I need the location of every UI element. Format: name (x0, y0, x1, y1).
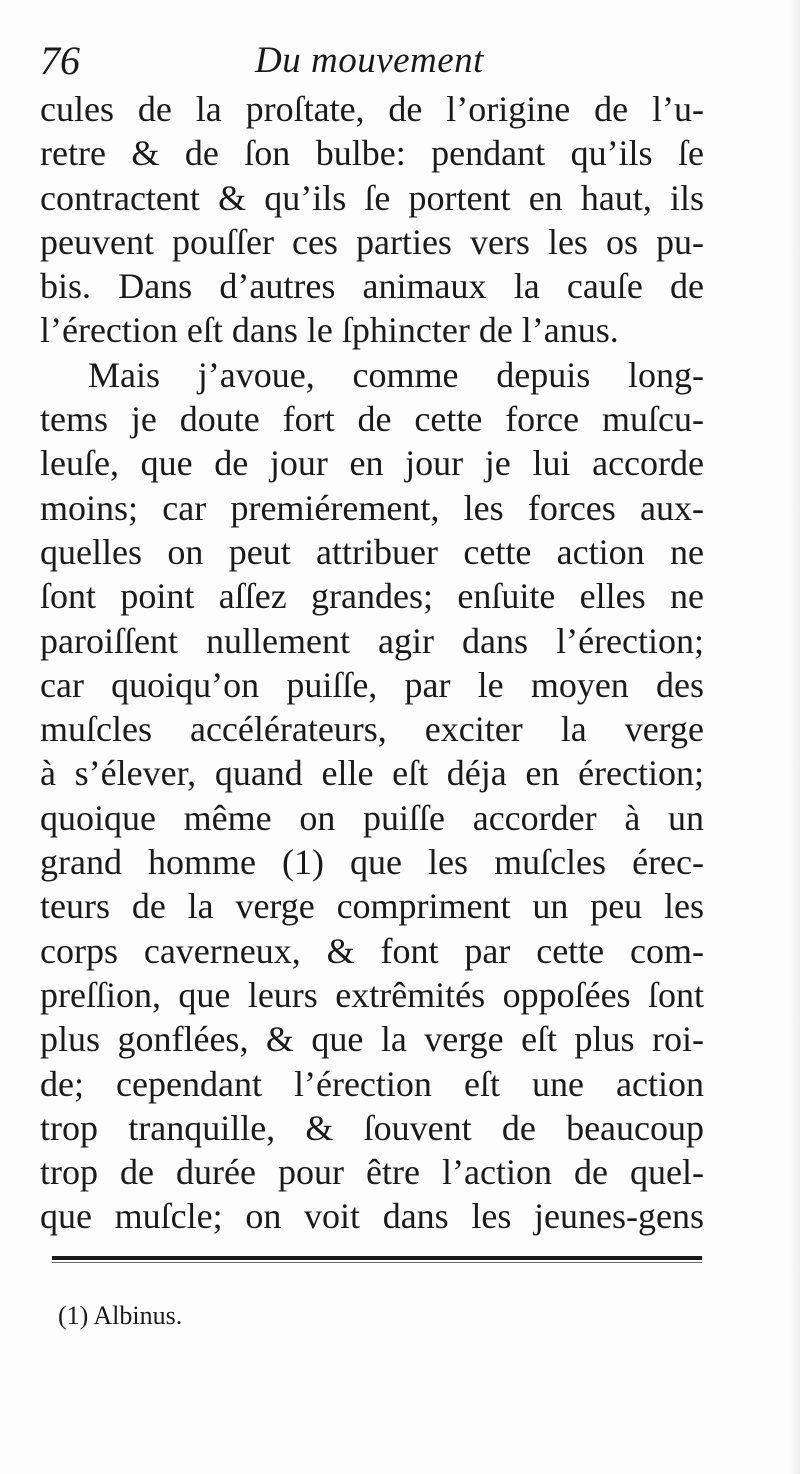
text-line: grand homme (1) que les muſcles érec- (40, 842, 704, 883)
text-line: corps caverneux, & font par cette com- (40, 930, 704, 971)
text-line: cules de la proſtate, de l’origine de l’u- (40, 89, 704, 129)
text-line: tems je doute fort de cette force muſcu- (40, 399, 704, 440)
text-line: trop tranquille, & ſouvent de beaucoup (40, 1107, 704, 1148)
running-title: Du mouvement (255, 40, 484, 81)
text-line: leuſe, que de jour en jour je lui accorde (40, 443, 704, 484)
text-line: teurs de la verge compriment un peu les (40, 886, 704, 927)
text-line: retre & de ſon bulbe: pendant qu’ils ſe (40, 133, 704, 174)
text-line: paroiſſent nullement agir dans l’érection; (40, 620, 704, 661)
page-number: 76 (40, 38, 80, 83)
text-line: Mais j’avoue, comme depuis long- (88, 354, 704, 395)
text-line: l’érection eſt dans le ſphincter de l’anus. (40, 310, 619, 351)
text-line: que muſcle; on voit dans les jeunes-gens (40, 1196, 704, 1237)
body-text (40, 87, 704, 1239)
text-line: de; cependant l’érection eſt une action (40, 1063, 704, 1104)
text-line: preſſion, que leurs extrêmités oppoſées ſont (40, 974, 704, 1015)
text-line: à s’élever, quand elle eſt déja en érection; (40, 753, 704, 794)
footnote-rule-thin (52, 1262, 702, 1263)
text-line: plus gonflées, & que la verge eſt plus roi- (40, 1019, 704, 1060)
text-line: ſont point aſſez grandes; enſuite elles ne (40, 576, 704, 617)
footnote: (1) Albinus. (58, 1301, 183, 1330)
page-header (40, 36, 740, 86)
text-line: peuvent pouſſer ces parties vers les os pu- (40, 221, 704, 262)
page-edge-shadow (788, 0, 800, 1474)
text-line: quoique même on puiſſe accorder à un (40, 797, 704, 838)
text-line: car quoiqu’on puiſſe, par le moyen des (40, 664, 704, 705)
text-line: moins; car premiérement, les forces aux- (40, 487, 704, 528)
text-line: contractent & qu’ils ſe portent en haut, ils (40, 177, 704, 218)
text-line: quelles on peut attribuer cette action ne (40, 531, 704, 572)
text-line: bis. Dans d’autres animaux la cauſe de (40, 266, 704, 307)
footnote-rule (52, 1256, 702, 1260)
text-line: trop de durée pour être l’action de quel- (40, 1152, 704, 1193)
text-line: muſcles accélérateurs, exciter la verge (40, 709, 704, 750)
